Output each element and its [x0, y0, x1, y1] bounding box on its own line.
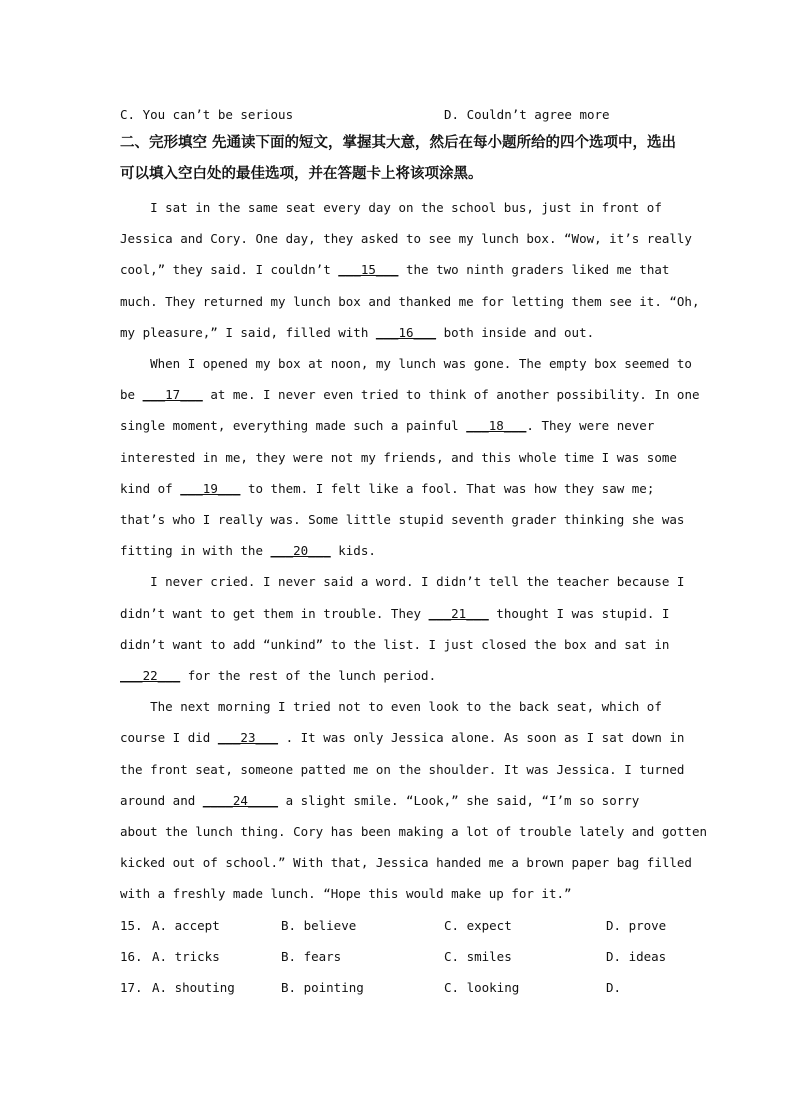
passage-text: to them. I felt like a fool. That was how they saw me;	[240, 480, 655, 496]
passage-text: a slight smile. “Look,” she said, “I’m so sorry	[278, 792, 640, 808]
passage-text: kicked out of school.” With that, Jessica handed me a brown paper bag filled	[120, 855, 692, 871]
cloze-blank: ___15___	[338, 262, 399, 278]
cloze-blank: ___23___	[217, 730, 279, 746]
passage-line	[120, 294, 699, 309]
answer-option-d: D. ideas	[606, 949, 667, 964]
passage-text: for the rest of the lunch period.	[180, 668, 437, 683]
passage-text: at me. I never even tried to think of another possibility. In one	[202, 387, 700, 403]
passage-text: I sat in the same seat every day on the school bus, just in front of	[120, 200, 662, 215]
passage-text: that’s who I really was. Some little stupid seventh grader thinking she was	[120, 512, 685, 527]
passage-line	[120, 418, 654, 433]
passage-text: didn’t want to add “unkind” to the list. I just closed the box and sat in	[120, 636, 670, 652]
cloze-blank: ___21___	[428, 605, 489, 621]
passage-line	[120, 325, 594, 340]
passage-text: single moment, everything made such a painful	[120, 418, 467, 434]
answer-option-b: B. pointing	[281, 980, 364, 995]
question-number: 17.	[120, 980, 143, 995]
answer-option-c: C. smiles	[444, 949, 512, 964]
question-row	[120, 949, 680, 967]
passage-line	[120, 481, 654, 496]
passage-text: both inside and out.	[436, 324, 595, 340]
passage-line	[120, 387, 700, 402]
answer-option-a: A. tricks	[152, 949, 220, 964]
question-number: 15.	[120, 918, 143, 933]
passage-text: be	[120, 387, 143, 403]
passage-text: kind of	[120, 480, 181, 496]
passage-line	[120, 356, 692, 371]
passage-line	[120, 668, 436, 683]
passage-text: course I did	[120, 730, 218, 746]
question-number: 16.	[120, 949, 143, 964]
answer-option-d: D.	[606, 980, 622, 995]
question-row	[120, 918, 680, 936]
cloze-blank: ___16___	[375, 324, 437, 340]
cloze-blank: ____24____	[202, 792, 279, 808]
passage-line	[120, 606, 669, 621]
passage-line	[120, 699, 662, 714]
passage-text: When I opened my box at noon, my lunch was gone. The empty box seemed to	[120, 356, 692, 371]
answer-option-c: C. expect	[444, 918, 512, 933]
passage-line	[120, 762, 684, 777]
passage-text: cool,” they said. I couldn’t	[120, 262, 339, 278]
answer-option-d: D. prove	[606, 918, 667, 933]
passage-text: fitting in with the	[120, 543, 271, 559]
passage-text: around and	[120, 792, 203, 808]
passage-text: I never cried. I never said a word. I didn’t tell the teacher because I	[120, 574, 685, 590]
passage-line	[120, 543, 376, 558]
passage-text: the front seat, someone patted me on the shoulder. It was Jessica. I turned	[120, 761, 685, 777]
passage-text: Jessica and Cory. One day, they asked to see my lunch box. “Wow, it’s really	[120, 231, 692, 247]
cloze-blank: ___18___	[466, 418, 527, 434]
passage-line	[120, 855, 692, 870]
passage-text: about the lunch thing. Cory has been making a lot of trouble lately and gotten	[120, 824, 707, 839]
passage-line	[120, 200, 662, 215]
passage-line	[120, 262, 669, 277]
passage-line	[120, 793, 639, 808]
cloze-blank: ___20___	[270, 543, 331, 559]
passage-text: . They were never	[526, 418, 655, 434]
passage-line	[120, 574, 684, 589]
passage-text: thought I was stupid. I	[488, 605, 670, 621]
passage-text: interested in me, they were not my friends, and this whole time I was some	[120, 449, 677, 465]
passage-text: with a freshly made lunch. “Hope this would make up for it.”	[120, 886, 572, 902]
passage-line	[120, 512, 684, 527]
cloze-blank: ___17___	[142, 387, 203, 403]
passage-text: . It was only Jessica alone. As soon as I sat down in	[278, 730, 685, 746]
passage-text: kids.	[330, 543, 376, 559]
passage-line	[120, 637, 669, 652]
answer-option-b: B. believe	[281, 918, 357, 933]
passage-text: much. They returned my lunch box and thanked me for letting them see it. “Oh,	[120, 293, 700, 309]
cloze-blank: ___19___	[180, 480, 241, 496]
passage-line	[120, 886, 572, 901]
option-d: D. Couldn’t agree more	[444, 107, 610, 122]
answer-option-a: A. shouting	[152, 980, 235, 995]
answer-option-b: B. fears	[281, 949, 342, 964]
passage-text: the two ninth graders liked me that	[398, 262, 670, 278]
passage-line	[120, 730, 684, 745]
option-c: C. You can’t be serious	[120, 107, 294, 122]
passage-line	[120, 824, 707, 839]
passage-line	[120, 231, 692, 246]
cloze-blank: ___22___	[120, 668, 181, 683]
passage-text: didn’t want to get them in trouble. They	[120, 605, 429, 621]
answer-option-c: C. looking	[444, 980, 520, 995]
passage-text: my pleasure,” I said, filled with	[120, 324, 376, 340]
question-row	[120, 980, 680, 998]
section-heading: 二、完形填空 先通读下面的短文，掌握其大意，然后在每小题所给的四个选项中，选出可以填入空白处的最佳选项，并在答题卡上将该项涂黑。	[120, 135, 677, 182]
passage-line	[120, 450, 677, 465]
passage-text: The next morning I tried not to even look to the back seat, which of	[120, 699, 662, 715]
answer-option-a: A. accept	[152, 918, 220, 933]
